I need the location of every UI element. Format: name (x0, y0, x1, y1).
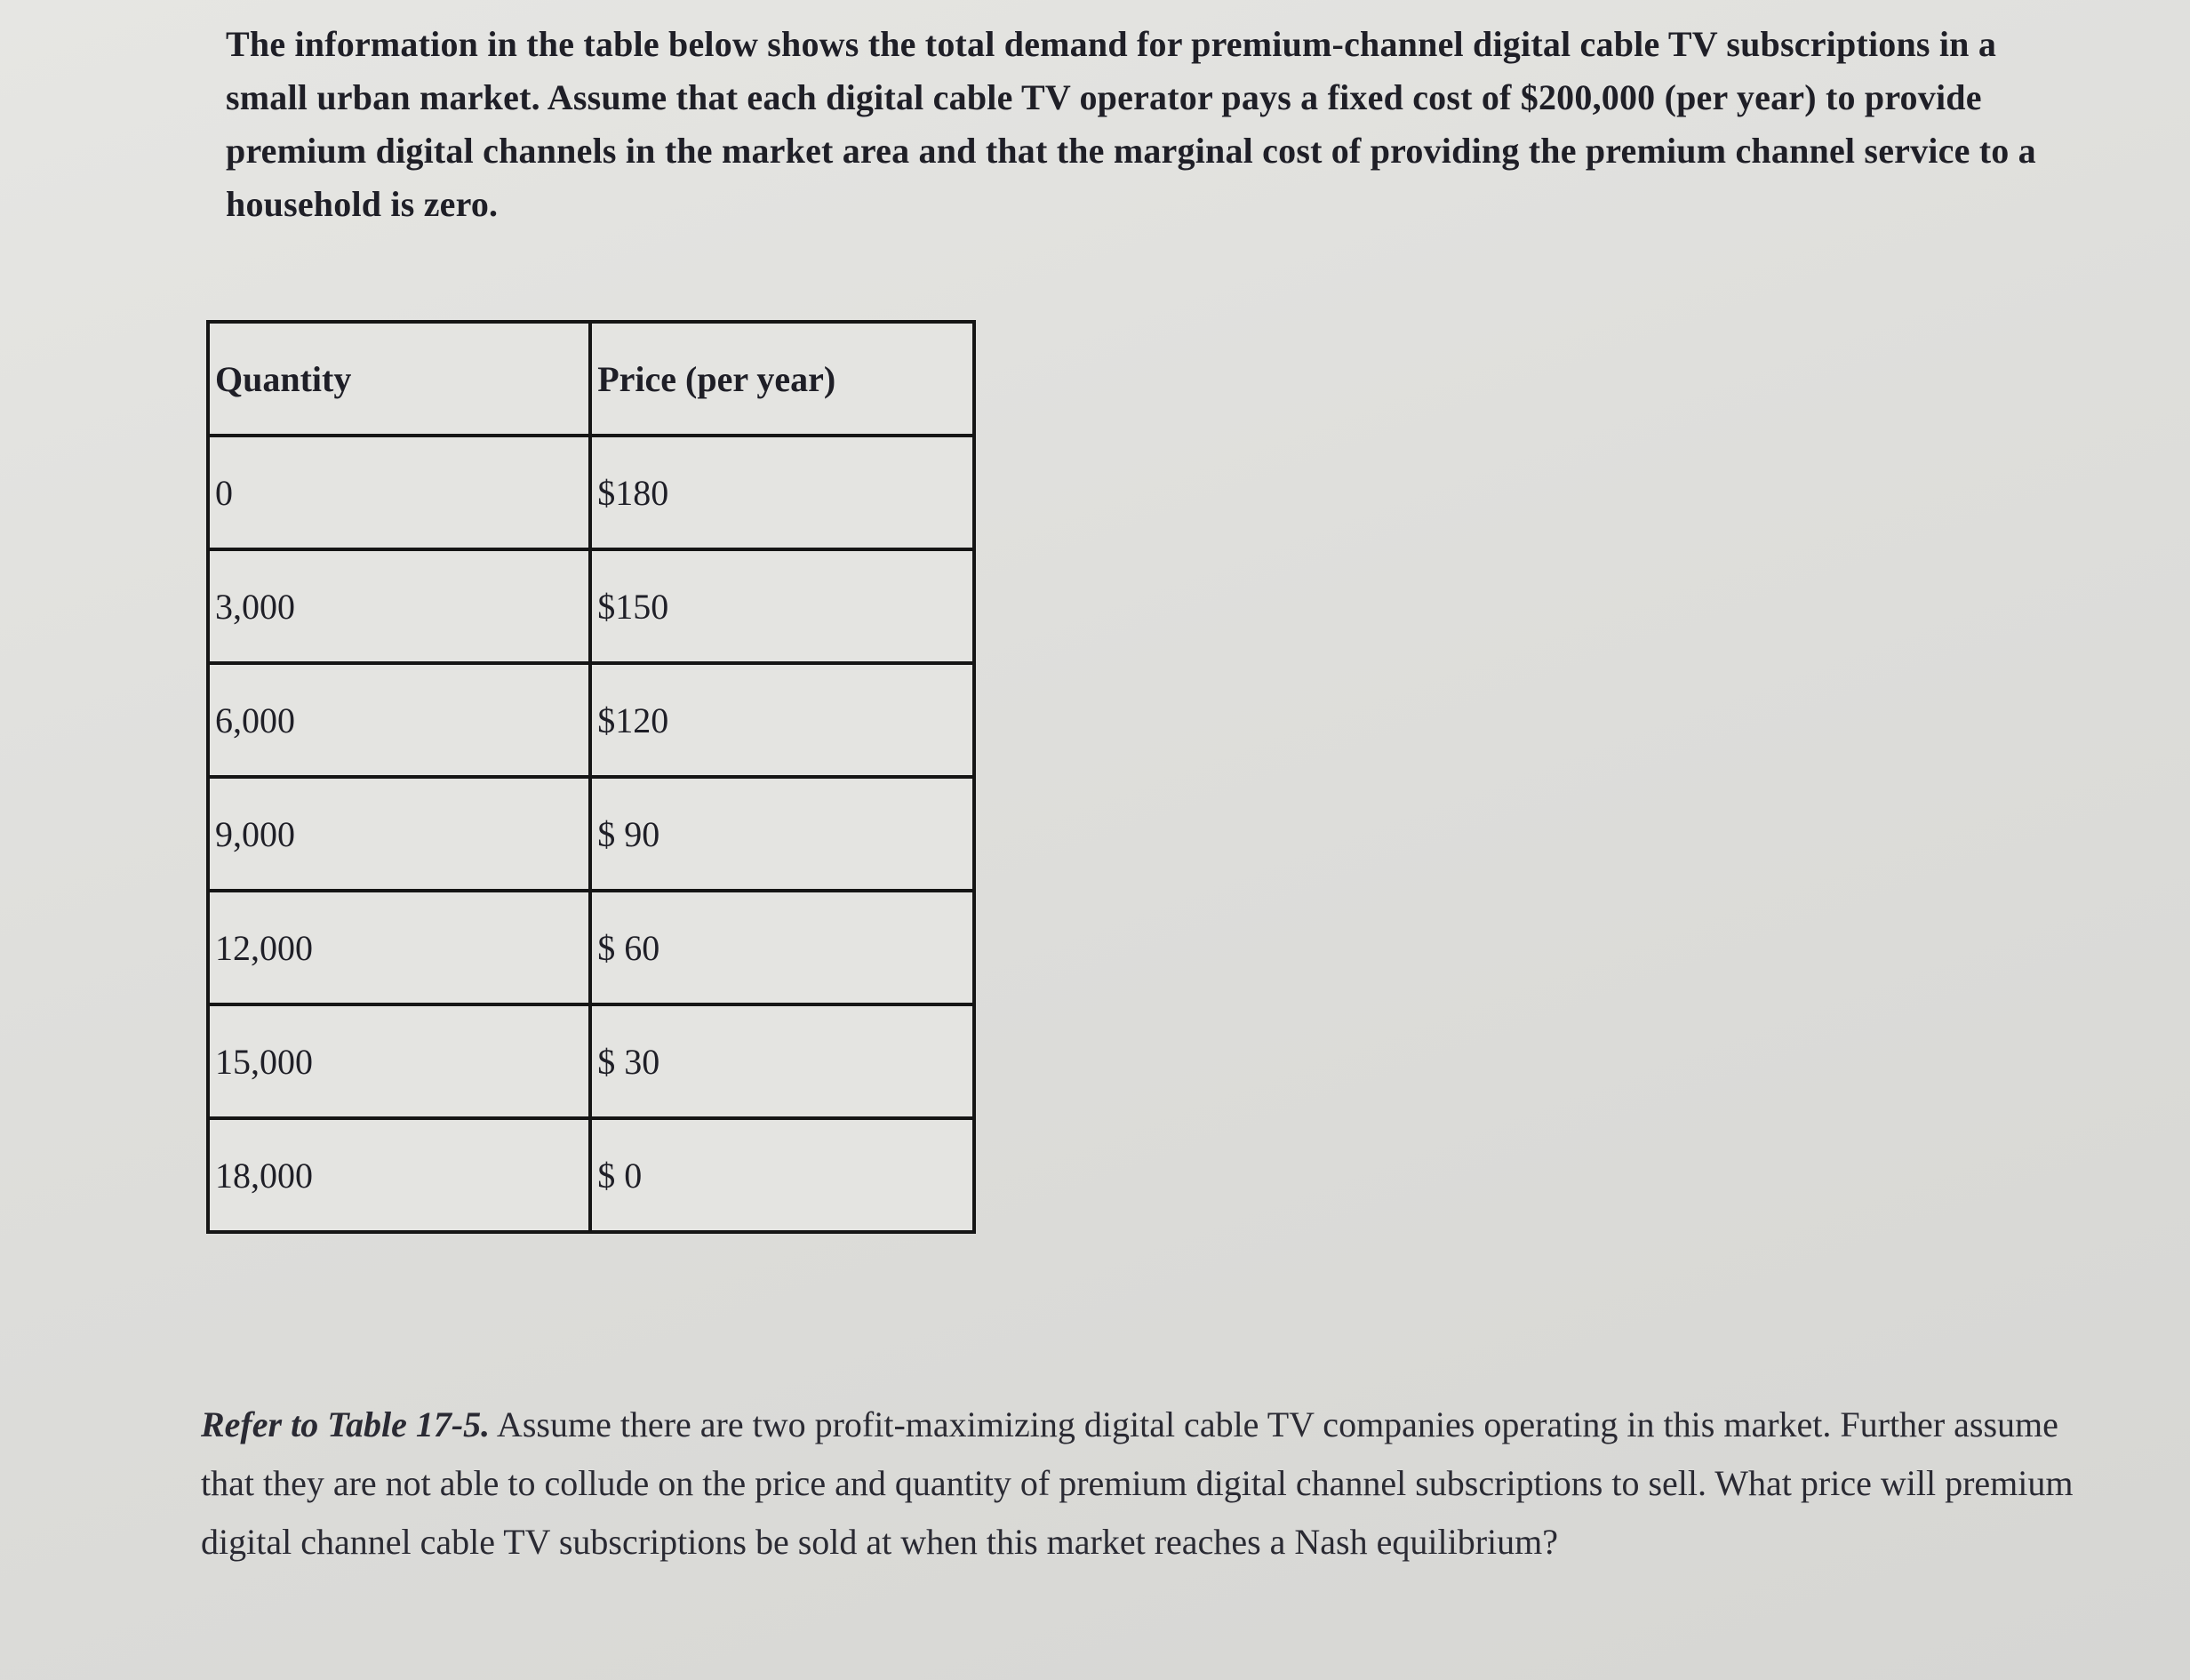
price-cell: $180 (590, 436, 974, 549)
price-cell: $ 30 (590, 1004, 974, 1118)
table-header-row (208, 322, 974, 436)
price-cell: $ 0 (590, 1118, 974, 1232)
quantity-cell: 0 (208, 436, 590, 549)
table-row (208, 663, 974, 777)
table-row (208, 1004, 974, 1118)
quantity-header: Quantity (208, 322, 590, 436)
price-cell: $120 (590, 663, 974, 777)
quantity-cell: 3,000 (208, 549, 590, 663)
quantity-cell: 18,000 (208, 1118, 590, 1232)
intro-paragraph (226, 18, 2057, 231)
table-row (208, 436, 974, 549)
quantity-cell: 9,000 (208, 777, 590, 891)
price-cell: $150 (590, 549, 974, 663)
table-row (208, 1118, 974, 1232)
table-row (208, 891, 974, 1004)
question-paragraph (201, 1396, 2085, 1572)
price-cell: $ 90 (590, 777, 974, 891)
demand-table (206, 320, 976, 1234)
question-text: Assume there are two profit-maximizing digital cable TV companies operating in this market. Further assume that they are not able to collude on the price and quantity of premium digital channel subscriptions to sell. What price will premium digital channel cable TV subscriptions be sold at when this market reaches a Nash equilibrium? (201, 1404, 2074, 1562)
quantity-cell: 12,000 (208, 891, 590, 1004)
question-body (201, 1396, 2085, 1572)
price-cell: $ 60 (590, 891, 974, 1004)
table-reference: Refer to Table 17-5. (201, 1404, 491, 1444)
intro-text: The information in the table below shows the total demand for premium-channel digital cable TV subscriptions in a small urban market. Assume that each digital cable TV operator pays a fixed cost of $200,000 (per year) to provide premium digital channels in the market area and that the marginal cost of providing the premium channel service to a household is zero. (226, 24, 2036, 224)
quantity-cell: 6,000 (208, 663, 590, 777)
quantity-cell: 15,000 (208, 1004, 590, 1118)
table-row (208, 777, 974, 891)
price-header: Price (per year) (590, 322, 974, 436)
table-row (208, 549, 974, 663)
